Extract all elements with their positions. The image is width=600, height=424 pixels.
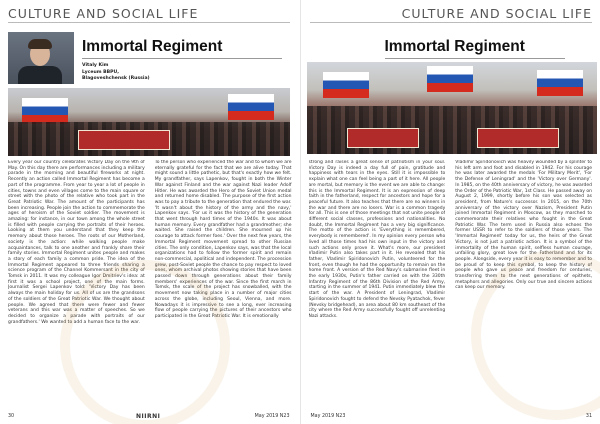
- author-portrait: [8, 32, 74, 84]
- parade-banner: [477, 128, 559, 148]
- portrait-suit: [18, 66, 62, 84]
- page-number: 30: [8, 414, 15, 419]
- page-number: 31: [585, 414, 592, 419]
- flag-icon: [22, 98, 68, 124]
- parade-banner: [347, 128, 419, 148]
- article-column: Vladimir Spiridonovich was heavily wounded by a splinter to his left arm and foot and disabled in 1942. For his courage he was later awarded the medals 'For Military Merit', 'For the Defense of Leningrad' and the 'Victory over Germany'. In 1985, on the 40th anniversary of victory, he was awarded the Order of the Patriotic War, 1st Class. He passed away on August 2, 1999, shortly before his son was selected as president, from Nature's successor. In 2015, on the 70th anniversary of the victory over Nazism, President Putin joined Immortal Regiment in Moscow, as they marched to commemorate their relatives who fought in the Great Patriotic War. The term used in Russia also echoes the former USSR to refer to the soldiers of those years. The 'Immortal Regiment' today for us, the heirs of the Great Victory, is not just a patriotic action. It is a symbol of the immortality of the human spirit, selfless human courage, unfailing glory, great love for the Fatherland and for its people. Alongside, every year it is easy to remember and to be proud of to keep this symbol, to keep the history of people who gave us peace and freedom for centuries, transferring them to the next generations of epithets, metaphors and allegories. Only our true and sincere actions can keep our memory.: [455, 160, 592, 291]
- issue-label: May 2019 N23: [310, 414, 346, 419]
- right-article-columns: [309, 160, 593, 406]
- flag-icon: [537, 70, 583, 96]
- section-header: CULTURE AND SOCIAL LIFE: [8, 6, 199, 21]
- article-column: strong and raises a great sense of patriotism in your soul. Victory Day is indeed a day full of pain, gratitude and happiness with tears in the eyes. Still it is impossible to explain what one can feel being a part of it here. All people are mortal, but memory is the event we are able to change: this is the Immortal Regiment. It is an expression of deep faith in the fatherland, respect for ancestors and hope for a peaceful future. It also teaches that there are no winners in the war and there are no losers. War is a common tragedy for all. This is one of those meetings that not unite people of different social classes, professions and nationalities. No doubt, the Immortal Regiment has a very big significance. The motto of the action is 'Everything is remembered, everybody is remembered'. In my opinion every person who lived all those times had his own input in the victory and such actions only prove it. What's more, our president Vladimir Putin also takes part in it. He revealed that his father, Vladimir Spiridonovich Putin, volunteered for the front, even though he had the opportunity to remain on the home front. A version of the Red Navy's submarine fleet in the early 1930s, Putin's father carried on with the 330th Infantry Regiment of the 86th Division of the Red Army, starting in the summer of 1941. Putin immediately blew the start of the war. A President of Leningrad, Vladimir Spiridonovich fought to defend the Nevsky Pyatachok, fever (Nevsky bridgehead), an area about 80 km southeast of the city where the Red Army successfully fought off unrelenting Nazi attacks.: [308, 160, 446, 319]
- header-rule: [8, 22, 290, 23]
- title-rule: [82, 58, 282, 59]
- article-column: To the person who experienced the war and to whom we are eternally grateful for the fact that we are alive today. That might sound a little pathetic, but that's exactly how we felt. My grandfather, says Lapenkov, fought in both the Winter War against Finland and the war against Nazi leader Adolf Hitler. He was awarded the Hero of the Soviet Union medal and returned home disabled. The purpose of the first action was to pay a tribute to the generation that endured the war. 'It wasn't about the history of the army and the navy,' Lapenkov says. 'For us it was the history of the generation that went through hard times of the 1940s. It was about human memory. Every grandfather had a grandmother; she waited. She raised the children. She mourned up his courage to attack former foes.' Over the next few years, the Immortal Regiment movement spread to other Russian cities. The only condition, Lapenkov says, was that the local organizations had to follow the former spirit and remain non-commercial, apolitical and independent. The procession grew, post-Soviet people the chance to pay respect to loved ones, whom archival photos showing stories that have been passed down through generations about their family members' experiences of the war. Since the first march in Tomsk, the scale of the project has snowballed, with the movement now taking place in a number of major cities across the globe, including Seoul, Vienna, and more. Nowadays it is impressive to see a long, ever increasing flow of people carrying the pictures of their ancestors who participated in the Great Patriotic War. It is emotionally: [154, 160, 292, 319]
- left-article-columns: [8, 160, 292, 406]
- section-header: CULTURE AND SOCIAL LIFE: [401, 6, 592, 21]
- flag-icon: [427, 66, 473, 92]
- author-byline: [82, 63, 150, 83]
- right-page: [300, 0, 600, 424]
- issue-label: May 2019 N23: [254, 414, 290, 419]
- author-affiliation: Lyceum BBPU,: [82, 69, 119, 75]
- article-title: Immortal Regiment: [384, 38, 525, 55]
- flag-icon: [228, 94, 274, 120]
- header-rule: [310, 22, 592, 23]
- article-title: Immortal Regiment: [82, 38, 223, 55]
- author-location: Blagoveshchensk (Russia): [82, 76, 150, 82]
- title-rule: [385, 58, 565, 59]
- magazine-logo: NIIRNI: [136, 413, 161, 420]
- parade-banner: [78, 130, 170, 150]
- parade-photo: [307, 62, 597, 154]
- flag-icon: [323, 72, 369, 98]
- portrait-hair: [28, 39, 52, 49]
- parade-photo: [8, 88, 290, 156]
- author-name: Vitaly Kim: [82, 63, 109, 68]
- article-column: Every year our country celebrates Victory Day on the 9th of May. On this day there are performances including a military parade in the morning and beautiful fireworks at night. Recently an action called Immortal Regiment has become a part of the programme. From year to year a lot of people in cities, towns and even villages come to the main square or street with the photo of the relative who took part in the Great Patriotic War. The amount of the participants has been increasing. People join the action to commemorate the ages of heroism of the Soviet soldier. The movement is amazing: for instance, in our town among the whole street is filled with people carrying the portraits of their heroes. Looking at them you understand that they keep the memory about those heroes. The roots of our Motherland, society is the action: while walking people make acquaintances, talk to one another and frankly share their family stories. Immortal Regiment unites people and makes a story of each family a common pride. The idea of the Immortal Regiment appeared to three friends sharing a science program of the Channel Kommersant in the city of Tomsk in 2011. It was my colleague Igor Dmitriev's idea: at first it was a school project, one of the main forms. Journalist Sergei Lapenkov told: 'Victory Day has been always the main holiday for us. All of us are the grandsons of the soldiers of the Great Patriotic War. We thought about people. We agreed that there were fewer and fewer veterans and this war was a matter of speeches. So we decided to organize a parade with portraits of our grandfathers.' We wanted to add a human face to the war.: [8, 160, 145, 325]
